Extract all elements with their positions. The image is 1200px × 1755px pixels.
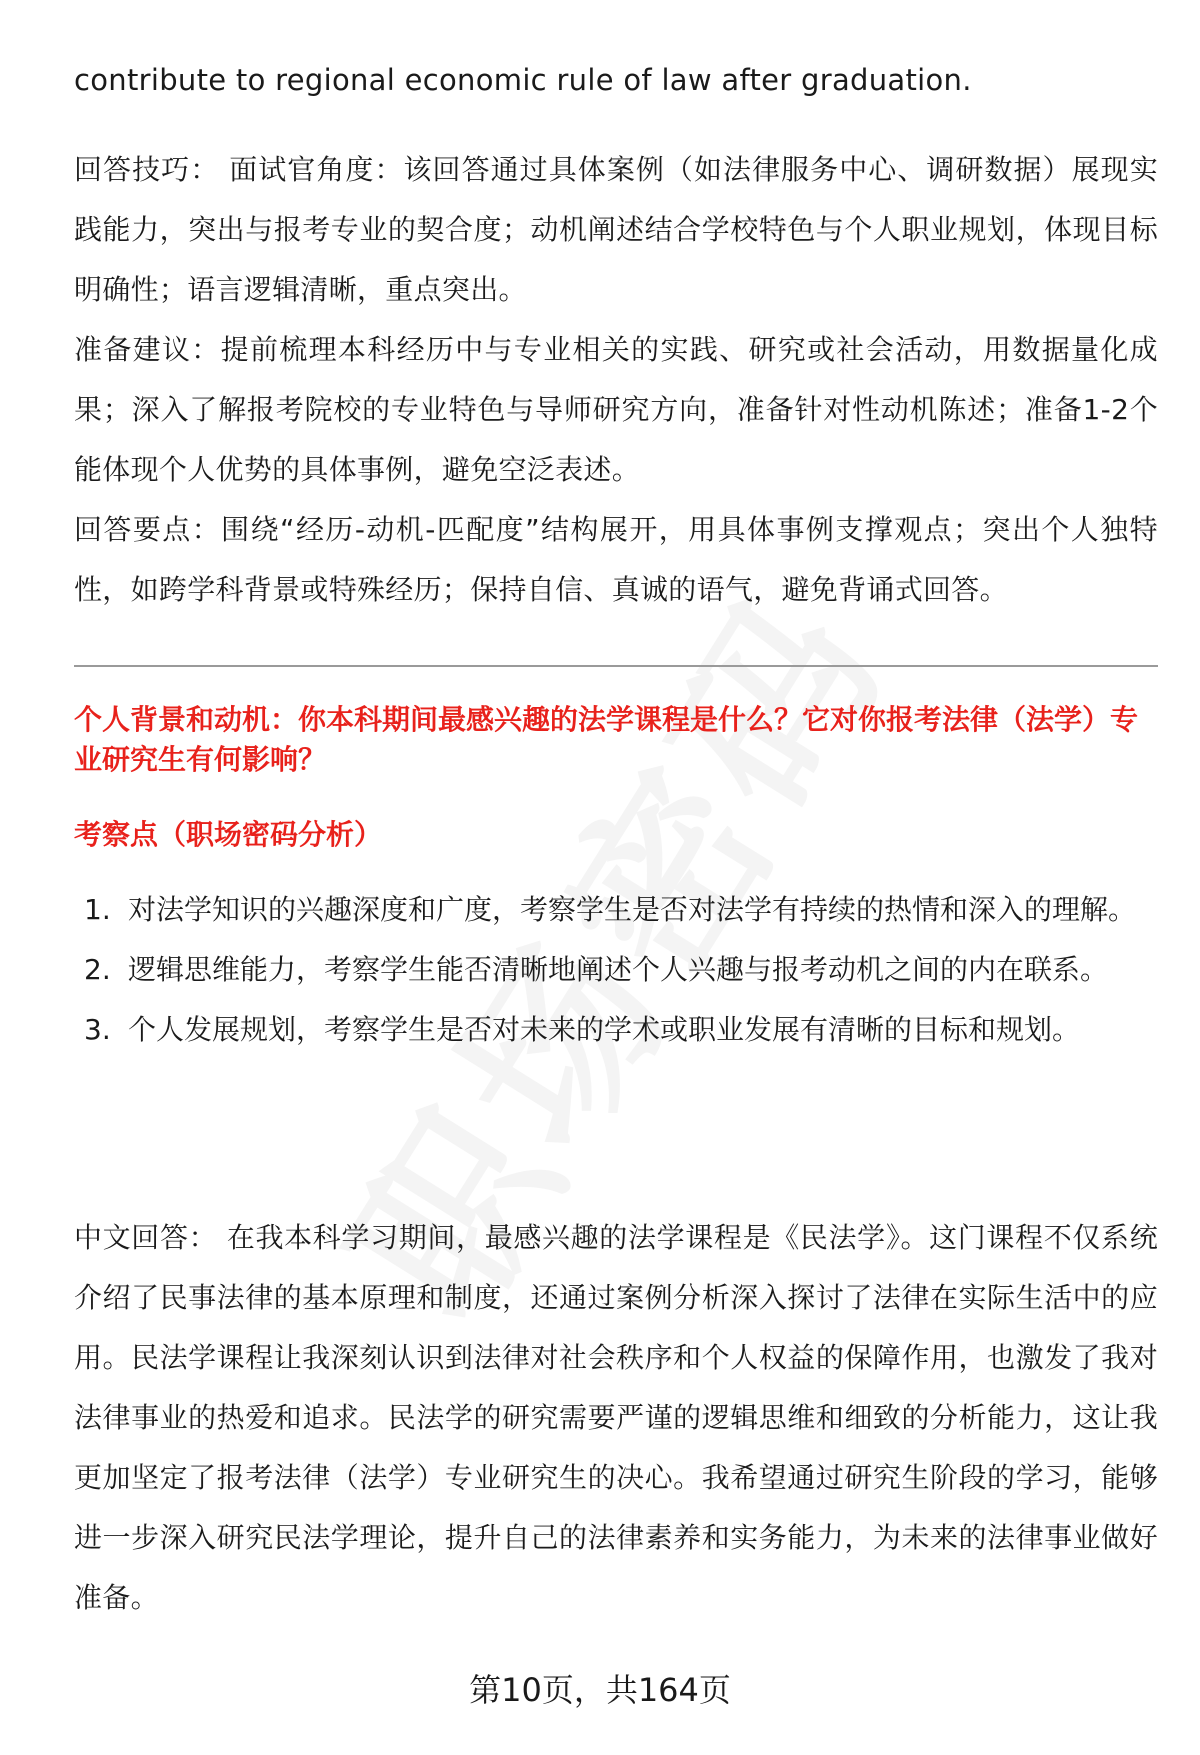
chinese-answer-section <box>74 1208 1158 1628</box>
answer-guidance-section <box>74 140 1158 620</box>
answer-paragraph <box>74 1208 1158 1628</box>
tips-label: 回答技巧： <box>74 153 220 186</box>
question-heading: 个人背景和动机：你本科期间最感兴趣的法学课程是什么？它对你报考法律（法学）专业研究生有何影响？ <box>74 703 1139 776</box>
list-item <box>74 940 1158 1000</box>
prep-paragraph <box>74 320 1158 500</box>
tips-paragraph <box>74 140 1158 320</box>
page-footer: 第10页，共164页 <box>469 1671 731 1709</box>
points-label: 回答要点： <box>74 513 222 546</box>
list-number: 3. <box>84 1013 111 1046</box>
list-number: 1. <box>84 893 111 926</box>
list-text: 逻辑思维能力，考察学生能否清晰地阐述个人兴趣与报考动机之间的内在联系。 <box>128 953 1109 986</box>
list-number: 2. <box>84 953 111 986</box>
list-item <box>74 1000 1158 1060</box>
focus-heading: 考察点（职场密码分析） <box>74 818 383 851</box>
prep-label: 准备建议： <box>74 333 221 366</box>
prep-text: 提前梳理本科经历中与专业相关的实践、研究或社会活动，用数据量化成果；深入了解报考院校的专业特色与导师研究方向，准备针对性动机陈述；准备1-2个能体现个人优势的具体事例，避免空泛表述。 <box>74 333 1158 486</box>
answer-label: 中文回答： <box>74 1221 218 1254</box>
focus-list <box>74 880 1158 1060</box>
points-text: 围绕“经历-动机-匹配度”结构展开，用具体事例支撑观点；突出个人独特性，如跨学科背景或特殊经历；保持自信、真诚的语气，避免背诵式回答。 <box>74 513 1158 606</box>
list-text: 个人发展规划，考察学生是否对未来的学术或职业发展有清晰的目标和规划。 <box>128 1013 1081 1046</box>
list-text: 对法学知识的兴趣深度和广度，考察学生是否对法学有持续的热情和深入的理解。 <box>128 893 1137 926</box>
list-item <box>74 880 1158 940</box>
section-divider <box>74 665 1158 667</box>
answer-text: 在我本科学习期间，最感兴趣的法学课程是《民法学》。这门课程不仅系统介绍了民事法律的基本原理和制度，还通过案例分析深入探讨了法律在实际生活中的应用。民法学课程让我深刻认识到法律对社会秩序和个人权益的保障作用，也激发了我对法律事业的热爱和追求。民法学的研究需要严谨的逻辑思维和细致的分析能力，这让我更加坚定了报考法律（法学）专业研究生的决心。我希望通过研究生阶段的学习，能够进一步深入研究民法学理论，提升自己的法律素养和实务能力，为未来的法律事业做好准备。 <box>74 1221 1158 1614</box>
intro-continuation: contribute to regional economic rule of law after graduation. <box>74 63 972 97</box>
points-paragraph <box>74 500 1158 620</box>
tips-text: 面试官角度：该回答通过具体案例（如法律服务中心、调研数据）展现实践能力，突出与报考专业的契合度；动机阐述结合学校特色与个人职业规划，体现目标明确性；语言逻辑清晰，重点突出。 <box>74 153 1158 306</box>
